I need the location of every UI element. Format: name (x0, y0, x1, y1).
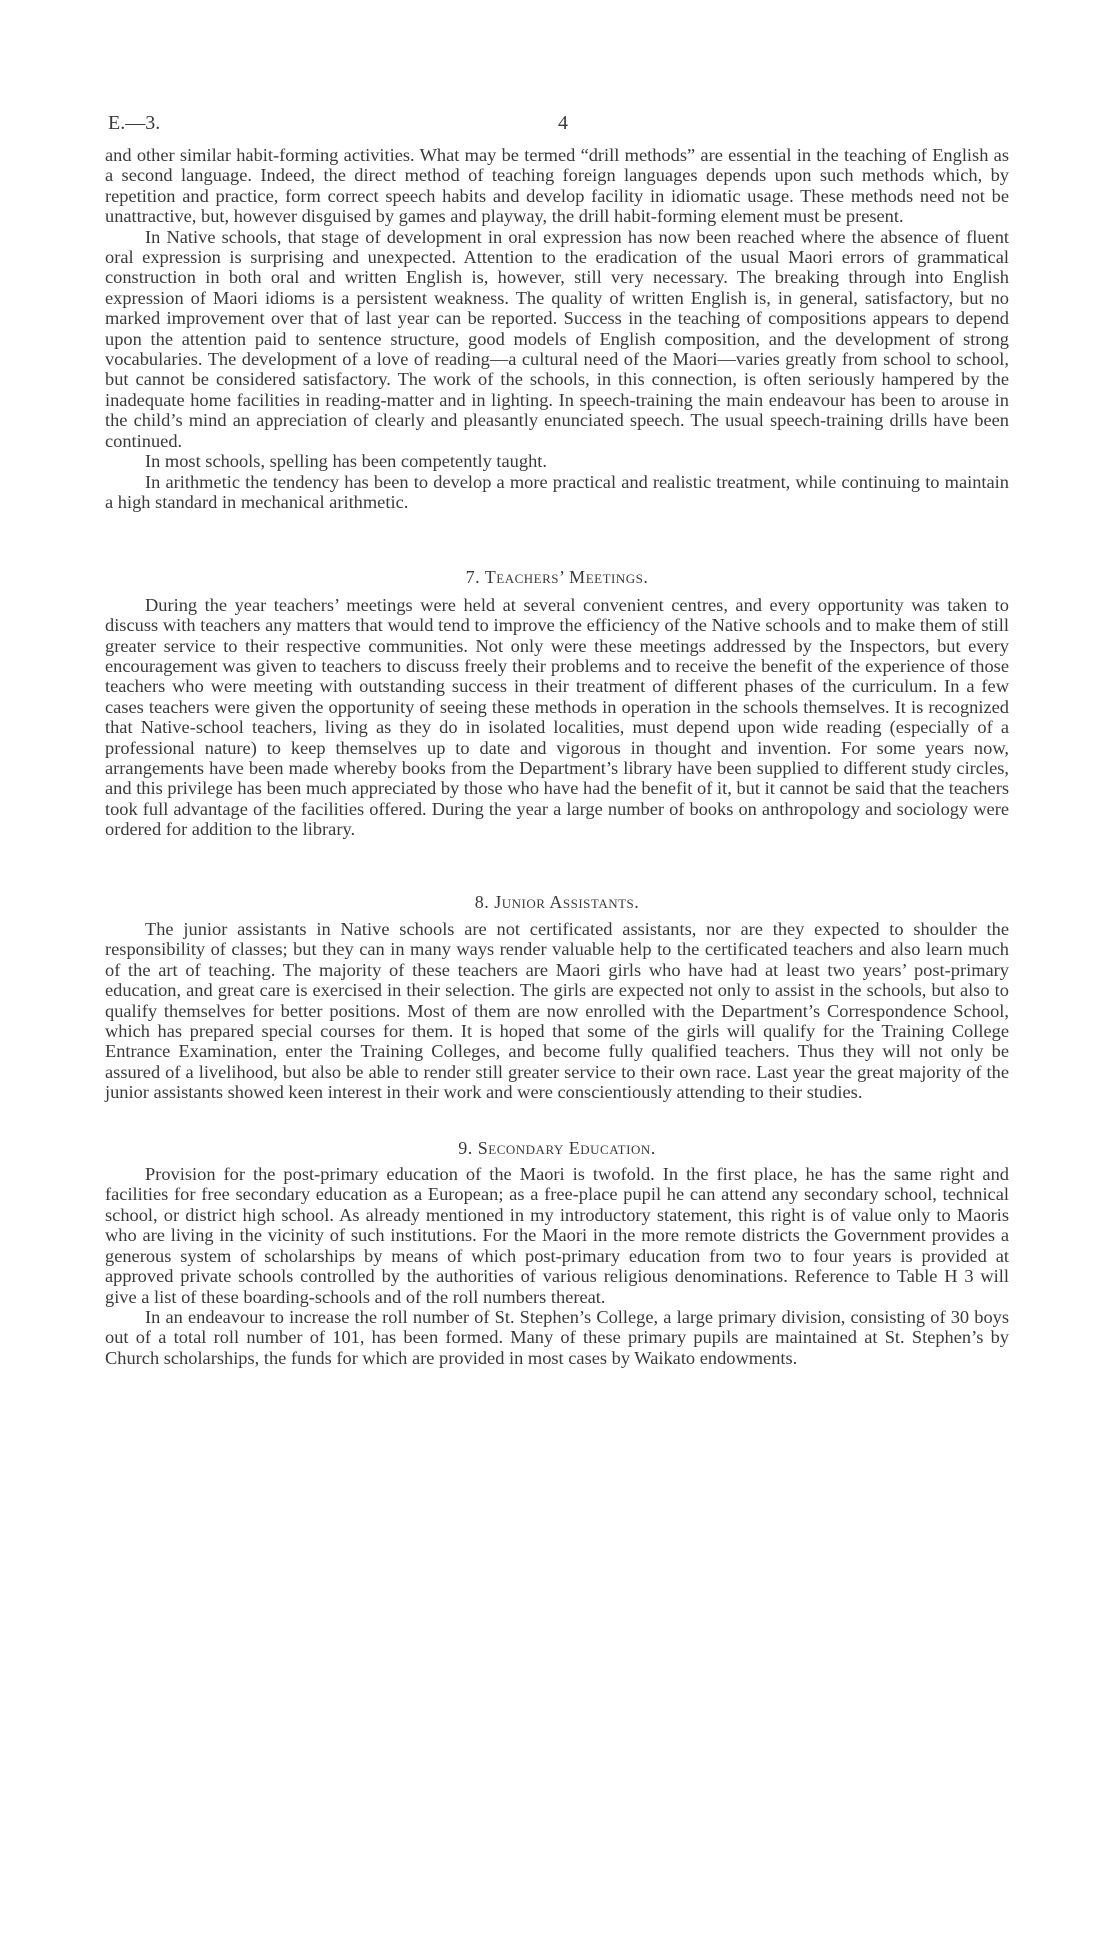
paragraph: In arithmetic the tendency has been to develop a more practical and realistic treatment, while continuing to maintain a high standard in mechanical arithmetic. (105, 471, 1009, 512)
page-number: 4 (558, 112, 568, 134)
page-header (108, 112, 1006, 140)
paragraph: In an endeavour to increase the roll number of St. Stephen’s College, a large primary division, consisting of 30 boys out of a total roll number of 101, has been formed. Many of these primary pupils are maintained at St. Stephen’s by Church scholarships, the funds for which are provided in most cases by Waikato endowments. (105, 1306, 1009, 1368)
document-reference: E.—3. (108, 112, 161, 134)
paragraph: and other similar habit-forming activities. What may be termed “drill methods” are essential in the teaching of English as a second language. Indeed, the direct method of teaching foreign languages depends upon such methods which, by repetition and practice, form correct speech habits and develop facility in idiomatic usage. These methods need not be unattractive, but, however disguised by games and playway, the drill habit-forming element must be present. (105, 145, 1009, 227)
body-text (105, 145, 1009, 1368)
paragraph: Provision for the post-primary education of the Maori is twofold. In the first place, he has the same right and facilities for free secondary education as a European; as a free-place pupil he can attend any secondary school, technical school, or district high school. As already mentioned in my introductory statement, this right is of value only to Maoris who are living in the vicinity of such institutions. For the Maori in the more remote districts the Government provides a generous system of scholarships by means of which post-primary education from two to four years is provided at approved private schools controlled by the authorities of various religious denominations. Reference to Table H 3 will give a list of these boarding-schools and of the roll numbers thereat. (105, 1164, 1009, 1307)
section-heading-teachers-meetings: 7. Teachers’ Meetings. (465, 567, 649, 588)
paragraph: In most schools, spelling has been competently taught. (145, 451, 547, 472)
paragraph: During the year teachers’ meetings were held at several convenient centres, and every opportunity was taken to discuss with teachers any matters that would tend to improve the efficiency of the Native schools and to make them of still greater service to their respective communities. Not only were these meetings addressed by the Inspectors, but every encouragement was given to teachers to discuss freely their problems and to receive the benefit of the experience of those teachers who were meeting with outstanding success in their treatment of different phases of the curriculum. In a few cases teachers were given the opportunity of seeing these methods in operation in the schools themselves. It is recognized that Native-school teachers, living as they do in isolated localities, must depend upon wide reading (especially of a professional nature) to keep themselves up to date and vigorous in thought and invention. For some years now, arrangements have been made whereby books from the Department’s library have been supplied to different study circles, and this privilege has been much appreciated by those who have had the benefit of it, but it cannot be said that the teachers took full advantage of the facilities offered. During the year a large number of books on anthropology and sociology were ordered for addition to the library. (105, 594, 1009, 840)
paragraph: In Native schools, that stage of development in oral expression has now been reached where the absence of fluent oral expression is surprising and unexpected. Attention to the eradication of the usual Maori errors of grammatical construction in both oral and written English is, however, still very necessary. The breaking through into English expression of Maori idioms is a persistent weakness. The quality of written English is, in general, satisfactory, but no marked improvement over that of last year can be reported. Success in the teaching of compositions appears to depend upon the attention paid to sentence structure, good models of English composition, and the development of strong vocabularies. The development of a love of reading—a cultural need of the Maori—varies greatly from school to school, but cannot be considered satisfactory. The work of the schools, in this connection, is often seriously hampered by the inadequate home facilities in reading-matter and in lighting. In speech-training the main endeavour has been to arouse in the child’s mind an appreciation of clearly and pleasantly enunciated speech. The usual speech-training drills have been continued. (105, 226, 1009, 451)
section-heading-secondary-education: 9. Secondary Education. (458, 1137, 656, 1158)
paragraph: The junior assistants in Native schools are not certificated assistants, nor are they expected to shoulder the responsibility of classes; but they can in many ways render valuable help to the certificated teachers and also learn much of the art of teaching. The majority of these teachers are Maori girls who have had at least two years’ post-primary education, and great care is exercised in their selection. The girls are expected not only to assist in the schools, but also to qualify themselves for better positions. Most of them are now enrolled with the Department’s Correspondence School, which has prepared special courses for them. It is hoped that some of the girls will qualify for the Training College Entrance Examination, enter the Training Colleges, and become fully qualified teachers. Thus they will not only be assured of a livelihood, but also be able to render still greater service to their own race. Last year the great majority of the junior assistants showed keen interest in their work and were conscientiously attending to their studies. (105, 919, 1009, 1103)
section-heading-junior-assistants: 8. Junior Assistants. (474, 891, 640, 912)
